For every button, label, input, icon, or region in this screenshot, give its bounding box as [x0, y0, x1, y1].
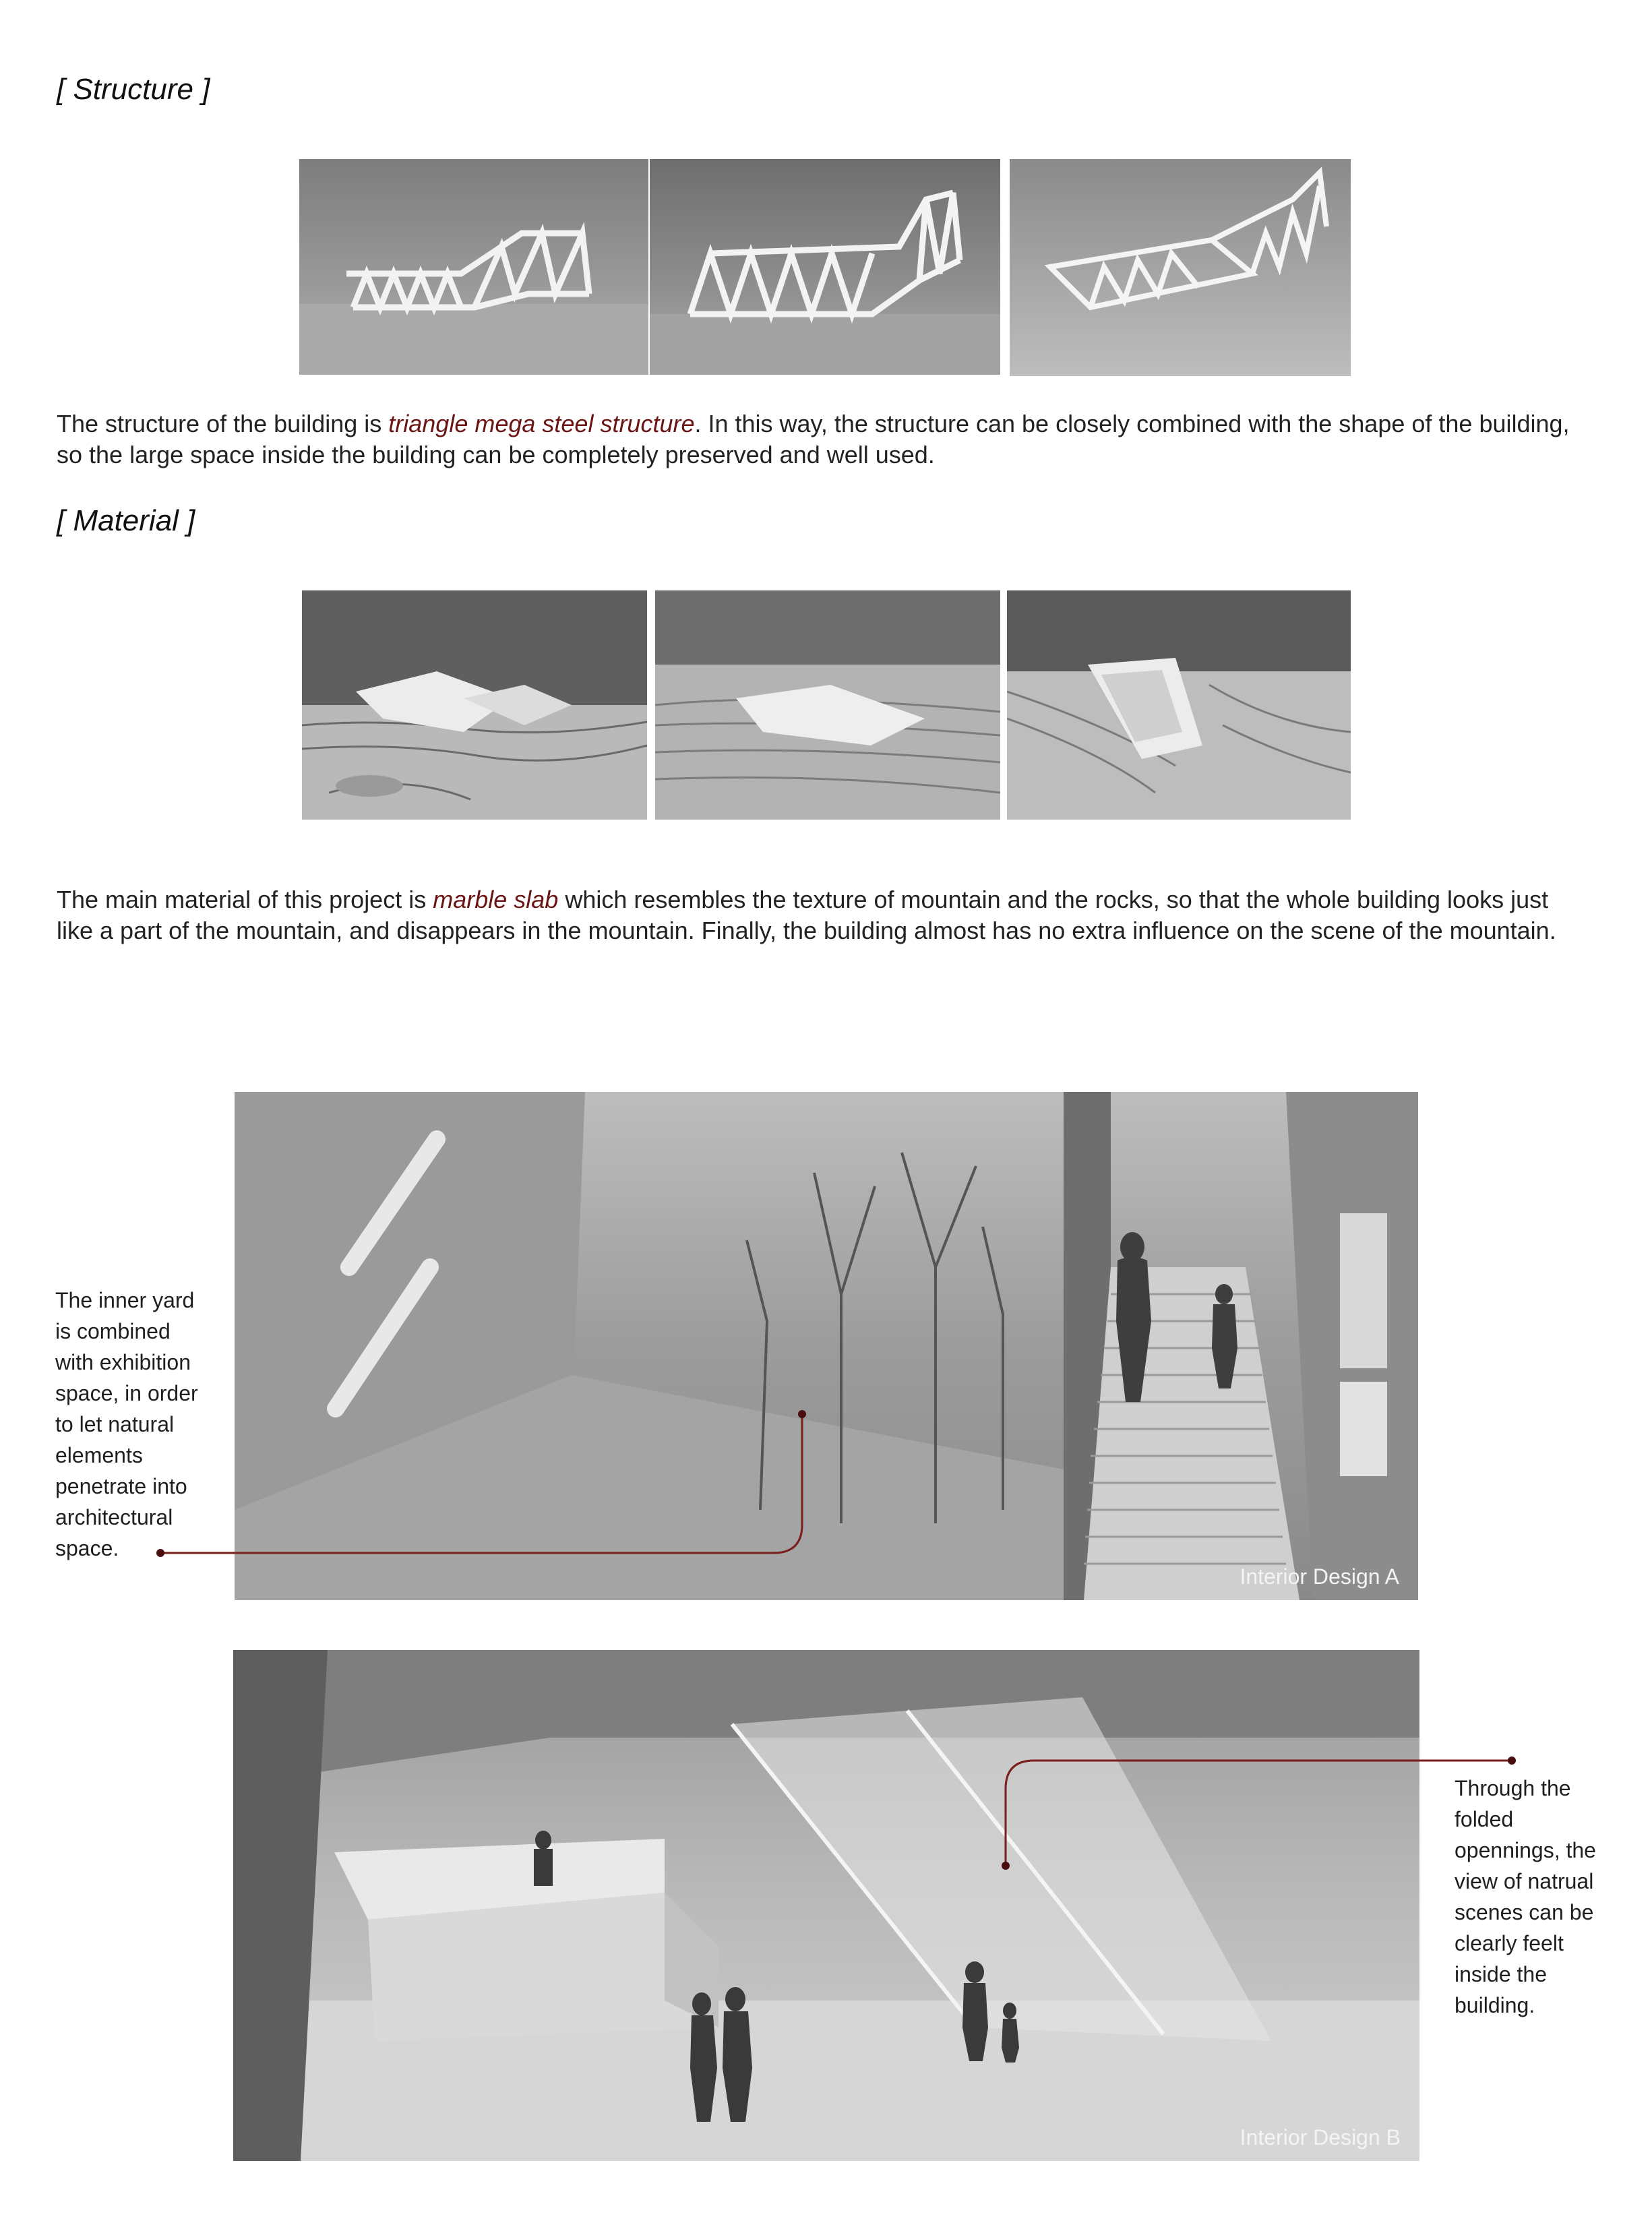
material-heading: [ Material ]	[57, 504, 195, 537]
interior-b-caption: Through the folded opennings, the view of natrual scenes can be clearly feelt inside the building.	[1455, 1776, 1596, 2017]
interior-design-a-photo	[235, 1092, 1418, 1600]
material-model-photo-3	[1007, 590, 1351, 820]
material-model-photo-2	[655, 590, 1000, 820]
interior-design-a-label: Interior Design A	[1240, 1564, 1399, 1589]
structure-model-photo-2	[650, 159, 1000, 375]
interior-design-b-photo	[233, 1650, 1419, 2161]
structure-model-photo-1	[299, 159, 648, 375]
structure-highlight: triangle mega steel structure	[388, 410, 695, 437]
material-model-photo-1	[302, 590, 647, 820]
structure-model-photo-3	[1010, 159, 1351, 376]
material-paragraph: The main material of this project is marble slab which resembles the texture of mountain and the rocks, so that the whole building looks just like a part of the mountain, and disappears in the mountain. Finally, the building almost has no extra influence on the scene of the mountain.	[57, 886, 1556, 944]
interior-design-b-label: Interior Design B	[1240, 2125, 1401, 2149]
structure-paragraph: The structure of the building is triangle mega steel structure. In this way, the structure can be closely combined with the shape of the building, so the large space inside the building can be completely preserved and well used.	[57, 410, 1570, 468]
interior-a-caption: The inner yard is combined with exhibition space, in order to let natural elements penetrate into architectural space.	[55, 1288, 198, 1560]
material-highlight: marble slab	[433, 886, 559, 913]
structure-heading: [ Structure ]	[57, 73, 210, 106]
